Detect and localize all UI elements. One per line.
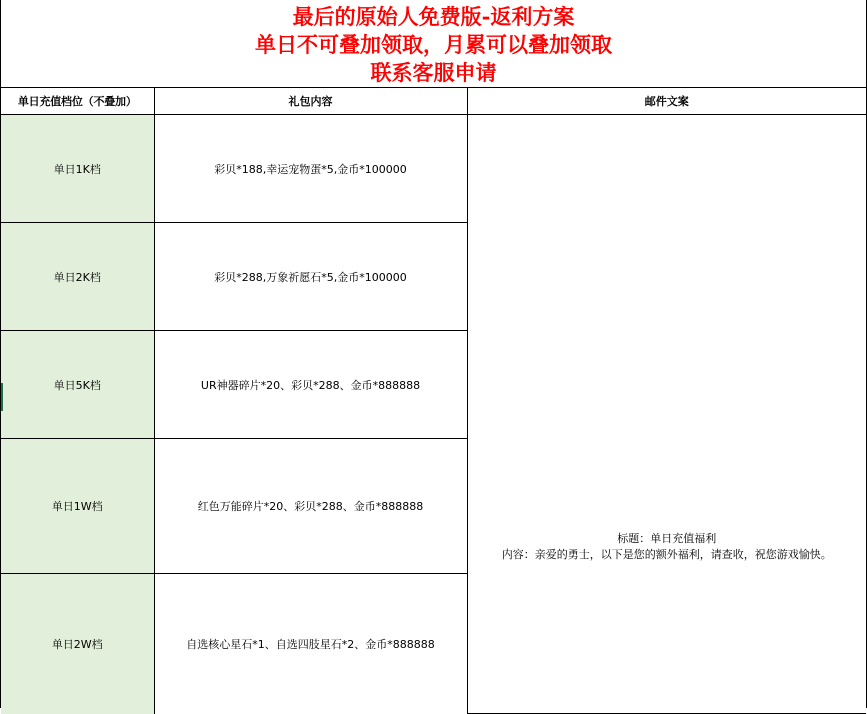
mail-text — [468, 531, 867, 563]
tier-cell[interactable]: 单日1W档 — [1, 439, 154, 574]
tier-cell[interactable]: 单日5K档 — [1, 331, 154, 439]
rebate-table — [1, 88, 866, 714]
tier-cell[interactable]: 单日1K档 — [1, 115, 154, 223]
gift-cell[interactable]: UR神器碎片*20、彩贝*288、金币*888888 — [154, 331, 467, 439]
gift-cell[interactable]: 彩贝*288,万象祈愿石*5,金币*100000 — [154, 223, 467, 331]
mail-body: 内容：亲爱的勇士，以下是您的额外福利，请查收，祝您游戏愉快。 — [501, 548, 832, 561]
table-row — [1, 115, 866, 223]
title-line-2: 单日不可叠加领取，月累可以叠加领取 — [255, 32, 612, 57]
title-line-3: 联系客服申请 — [370, 60, 497, 85]
header-tier-cell[interactable]: 单日充值档位（不叠加） — [1, 88, 154, 115]
tier-cell[interactable]: 单日2W档 — [1, 574, 154, 714]
selection-indicator — [1, 383, 3, 411]
title-line-1: 最后的原始人免费版-返利方案 — [292, 4, 575, 29]
gift-cell[interactable]: 彩贝*188,幸运宠物蛋*5,金币*100000 — [154, 115, 467, 223]
tier-cell[interactable]: 单日2K档 — [1, 223, 154, 331]
mail-subject: 标题：单日充值福利 — [617, 532, 717, 545]
header-gift-cell[interactable]: 礼包内容 — [154, 88, 467, 115]
header-mail-cell[interactable]: 邮件文案 — [467, 88, 866, 115]
gift-cell[interactable]: 红色万能碎片*20、彩贝*288、金币*888888 — [154, 439, 467, 574]
gift-cell[interactable]: 自选核心星石*1、自选四肢星石*2、金币*888888 — [154, 574, 467, 714]
mail-cell[interactable] — [467, 115, 866, 714]
title-cell[interactable] — [1, 0, 866, 88]
header-row — [1, 88, 866, 115]
